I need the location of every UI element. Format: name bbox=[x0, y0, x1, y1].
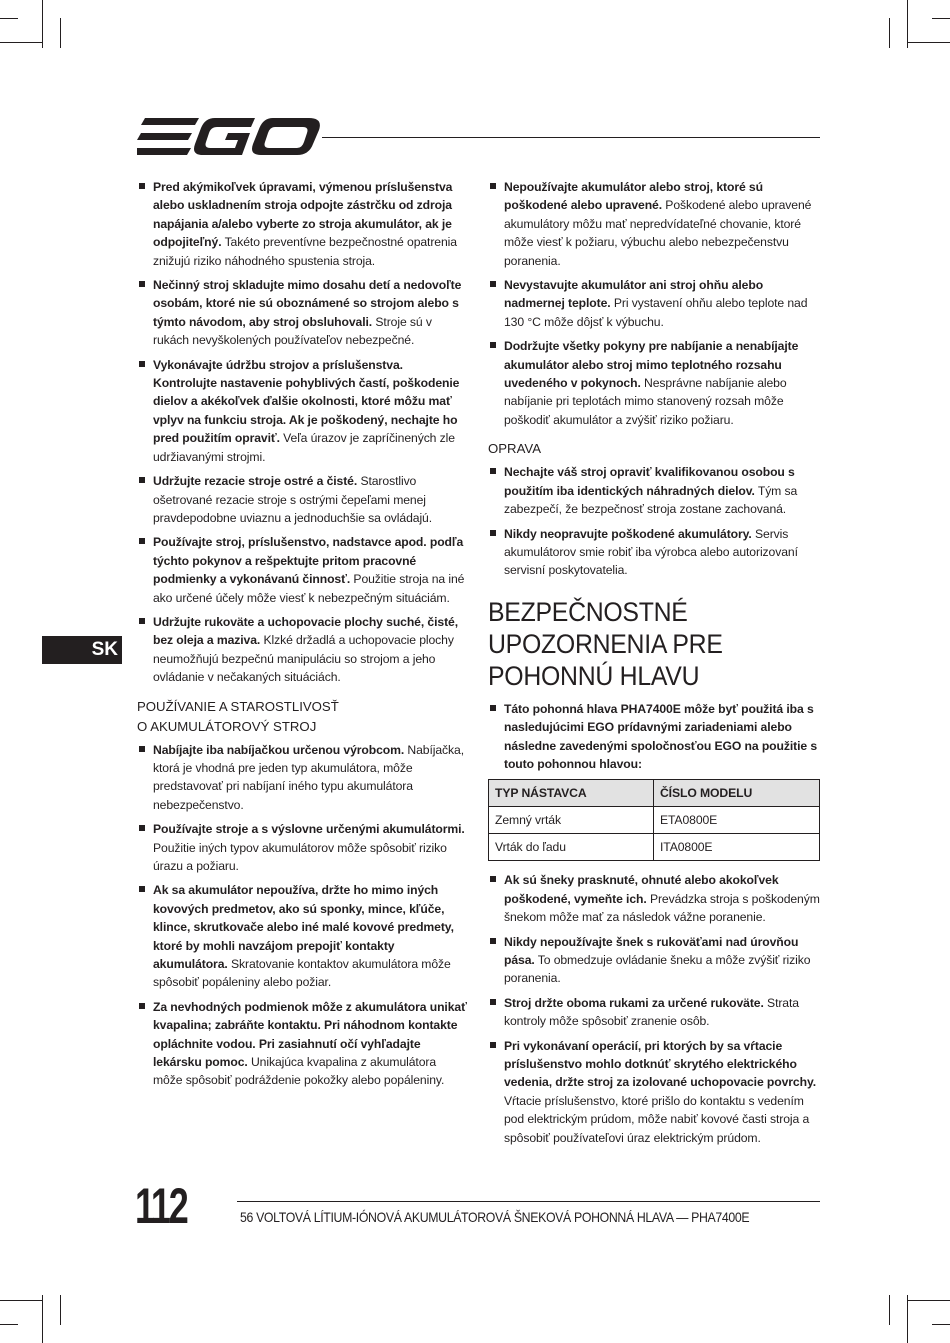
attachment-model-table bbox=[488, 779, 820, 861]
table-header-cell: ČÍSLO MODELU bbox=[653, 780, 819, 807]
bullet-icon bbox=[490, 281, 496, 287]
bullet-icon bbox=[139, 183, 145, 189]
bullet-icon bbox=[139, 746, 145, 752]
crop-mark bbox=[60, 1295, 61, 1325]
list-item: Nechajte váš stroj opraviť kvalifikovanou osobou s použitím iba identických náhradných dielov. Tým sa zabezpečí, že bezpečnosť stroja zostane zachovaná. bbox=[488, 463, 820, 518]
section-heading-power-head bbox=[488, 596, 793, 692]
crop-mark bbox=[0, 18, 18, 19]
header-rule bbox=[322, 137, 820, 138]
bullet-icon bbox=[490, 876, 496, 882]
bullet-icon bbox=[490, 1042, 496, 1048]
crop-mark bbox=[907, 1295, 908, 1343]
crop-mark bbox=[0, 1324, 18, 1325]
list-item: Pri vykonávaní operácií, pri ktorých by sa vŕtacie príslušenstvo mohlo dotknúť skrytého elektrického vedenia, držte stroj za izolované uchopovacie povrchy. Vŕtacie príslušenstvo, ktoré prišlo do kontaktu s vedením pod elektrickým prúdom, môže nabiť kovové časti stroja a spôsobiť používateľovi úraz elektrickým prúdom. bbox=[488, 1037, 820, 1147]
bullet-icon bbox=[490, 468, 496, 474]
bullet-icon bbox=[139, 886, 145, 892]
list-item: Pred akýmikoľvek úpravami, výmenou príslušenstva alebo uskladnením stroja odpojte zástrčku od zdroja napájania a/alebo vyberte zo stroja akumulátor, ak je odpojiteľný. Takéto preventívne bezpečnostné opatrenia znižujú riziko náhodného spustenia stroja. bbox=[137, 178, 467, 270]
table-cell: ITA0800E bbox=[653, 834, 819, 861]
section-heading-repair: OPRAVA bbox=[488, 441, 542, 457]
list-item: Ak sú šneky prasknuté, ohnuté alebo akokoľvek poškodené, vymeňte ich. Prevádzka stroja s poškodeným šnekom môže mať za následok vážne poranenie. bbox=[488, 871, 820, 926]
bullet-icon bbox=[139, 281, 145, 287]
bullet-icon bbox=[490, 705, 496, 711]
list-item: Nevystavujte akumulátor ani stroj ohňu alebo nadmernej teplote. Pri vystavení ohňu alebo teplote nad 130 °C môže dôjsť k výbuchu. bbox=[488, 276, 820, 331]
section-heading-line: POUŽÍVANIE A STAROSTLIVOSŤ bbox=[137, 698, 339, 714]
list-item: Ak sa akumulátor nepoužíva, držte ho mimo iných kovových predmetov, ako sú sponky, mince, kľúče, klince, skrutkovače alebo iné malé kovové predmety, ktoré by mohli navzájom prepojiť kontakty akumulátora. Skratovanie kontaktov akumulátora môže spôsobiť popáleniny alebo požiar. bbox=[137, 881, 467, 991]
bullet-icon bbox=[139, 618, 145, 624]
list-item: Dodržujte všetky pokyny pre nabíjanie a nenabíjajte akumulátor alebo stroj mimo teplotného rozsahu uvedeného v pokynoch. Nesprávne nabíjanie alebo nabíjanie pri teplotách mimo stanovený rozsah môže poškodiť akumulátor a zvýšiť riziko požiaru. bbox=[488, 337, 820, 429]
list-item: Používajte stroj, príslušenstvo, nadstavce apod. podľa týchto pokynov a rešpektujte pritom pracovné podmienky a vykonávanú činnosť. Použitie stroja na iné ako určené účely môže viesť k nebezpečným situáciám. bbox=[137, 533, 467, 607]
language-tab: SK bbox=[42, 636, 122, 664]
crop-mark bbox=[0, 1300, 42, 1301]
list-item: Táto pohonná hlava PHA7400E môže byť použitá iba s nasledujúcimi EGO prídavnými zariadeniami alebo následne zavedenými spoločnosťou EGO na použitie s touto pohonnou hlavou: bbox=[488, 700, 820, 774]
section-heading-line: O AKUMULÁTOROVÝ STROJ bbox=[137, 718, 317, 734]
table-cell: Vrták do ľadu bbox=[489, 834, 654, 861]
crop-mark bbox=[42, 1295, 43, 1343]
crop-mark bbox=[889, 18, 890, 48]
crop-mark bbox=[0, 42, 42, 43]
heading-line: UPOZORNENIA PRE bbox=[488, 628, 723, 659]
table-row bbox=[489, 807, 820, 834]
crop-mark bbox=[60, 18, 61, 48]
right-column bbox=[488, 178, 820, 1153]
crop-mark bbox=[932, 1324, 950, 1325]
heading-line: POHONNÚ HLAVU bbox=[488, 660, 700, 691]
list-item: Vykonávajte údržbu strojov a príslušenstva. Kontrolujte nastavenie pohyblivých častí, poškodenie dielov a akékoľvek ďalšie okolnosti, ktoré môžu mať vplyv na funkciu stroja. Ak je poškodený, nechajte ho pred použitím opraviť. Veľa úrazov je zapríčinených zle udržiavanými strojmi. bbox=[137, 356, 467, 466]
footer-rule bbox=[237, 1201, 820, 1202]
table-row bbox=[489, 834, 820, 861]
crop-mark bbox=[889, 1295, 890, 1325]
list-item: Nikdy nepoužívajte šnek s rukoväťami nad úrovňou pása. To obmedzuje ovládanie šneku a môže zvýšiť riziko poranenia. bbox=[488, 933, 820, 988]
list-item: Udržujte rezacie stroje ostré a čisté. Starostlivo ošetrované rezacie stroje s ostrými čepeľami menej pravdepodobne uviaznu a jednoduchšie sa ovládajú. bbox=[137, 472, 467, 527]
list-item: Používajte stroje a s výslovne určenými akumulátormi. Použitie iných typov akumulátorov môže spôsobiť riziko úrazu a požiaru. bbox=[137, 820, 467, 875]
bullet-icon bbox=[139, 361, 145, 367]
table-header-row bbox=[489, 780, 820, 807]
table-cell: Zemný vrták bbox=[489, 807, 654, 834]
list-item: Nabíjajte iba nabíjačkou určenou výrobcom. Nabíjačka, ktorá je vhodná pre jeden typ akumulátora, môže predstavovať pri nabíjaní iného typu akumulátora nebezpečenstvo. bbox=[137, 741, 467, 815]
list-item: Udržujte rukoväte a uchopovacie plochy suché, čisté, bez oleja a maziva. Klzké držadlá a uchopovacie plochy neumožňujú bezpečnú manipuláciu so strojom a jeho ovládanie v nečakaných situáciách. bbox=[137, 613, 467, 687]
bullet-icon bbox=[490, 530, 496, 536]
bullet-icon bbox=[490, 938, 496, 944]
bullet-icon bbox=[139, 477, 145, 483]
footer-title: 56 VOLTOVÁ LÍTIUM-IÓNOVÁ AKUMULÁTOROVÁ ŠNEKOVÁ POHONNÁ HLAVA — PHA7400E bbox=[240, 1209, 750, 1225]
table-cell: ETA0800E bbox=[653, 807, 819, 834]
list-item: Nepoužívajte akumulátor alebo stroj, ktoré sú poškodené alebo upravené. Poškodené alebo upravené akumulátory môžu mať nepredvídateľné chovanie, ktoré môže viesť k požiaru, výbuchu alebo nebezpečenstvu poranenia. bbox=[488, 178, 820, 270]
list-item: Nikdy neopravujte poškodené akumulátory. Servis akumulátorov smie robiť iba výrobca alebo autorizovaní servisní poskytovatelia. bbox=[488, 525, 820, 580]
bullet-icon bbox=[490, 999, 496, 1005]
list-item: Nečinný stroj skladujte mimo dosahu detí a nedovoľte osobám, ktoré nie sú oboznámené so strojom alebo s týmto návodom, aby stroj obsluhovali. Stroje sú v rukách nevyškolených používateľov nebezpečné. bbox=[137, 276, 467, 350]
list-item: Za nevhodných podmienok môže z akumulátora unikať kvapalina; zabráňte kontaktu. Pri náhodnom kontakte opláchnite vodou. Pri zasiahnutí očí vyhľadajte lekársku pomoc. Unikajúca kvapalina z akumulátora môže spôsobiť podráždenie pokožky alebo popáleniny. bbox=[137, 998, 467, 1090]
page-number: 112 bbox=[135, 1178, 187, 1234]
crop-mark bbox=[932, 18, 950, 19]
bullet-icon bbox=[139, 825, 145, 831]
section-heading-battery bbox=[137, 697, 467, 737]
heading-line: BEZPEČNOSTNÉ bbox=[488, 596, 688, 627]
bullet-icon bbox=[139, 538, 145, 544]
ego-logo bbox=[137, 116, 321, 158]
table-header-cell: TYP NÁSTAVCA bbox=[489, 780, 654, 807]
crop-mark bbox=[42, 0, 43, 48]
crop-mark bbox=[908, 42, 950, 43]
crop-mark bbox=[908, 1300, 950, 1301]
crop-mark bbox=[907, 0, 908, 48]
bullet-icon bbox=[490, 183, 496, 189]
left-column bbox=[137, 178, 467, 1096]
bullet-icon bbox=[139, 1003, 145, 1009]
bullet-icon bbox=[490, 342, 496, 348]
list-item: Stroj držte oboma rukami za určené rukoväte. Strata kontroly môže spôsobiť zranenie osôb. bbox=[488, 994, 820, 1031]
